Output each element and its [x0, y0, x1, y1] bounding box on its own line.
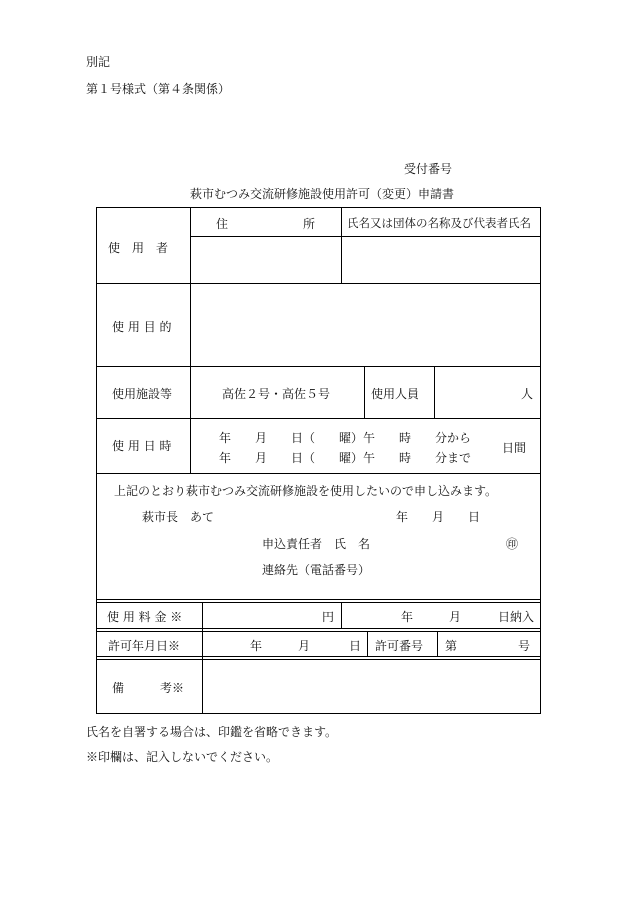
contact-input[interactable] — [370, 556, 530, 578]
fee-double-line-bottom — [96, 631, 541, 632]
permit-date-label: 許可年月日※ — [108, 639, 181, 653]
permit-no-prefix: 第 — [445, 639, 458, 653]
permit-day: 日 — [349, 639, 362, 653]
divider-fee-amount — [341, 602, 342, 628]
permit-no-suffix: 号 — [518, 639, 531, 653]
permit-year: 年 — [250, 639, 263, 653]
address-input[interactable] — [191, 237, 340, 282]
datetime-from: 年 月 日（ 曜）午 時 分から — [219, 431, 472, 445]
fee-label: 使 用 料 金 ※ — [107, 610, 183, 624]
datetime-to: 年 月 日（ 曜）午 時 分まで — [219, 451, 472, 465]
double-line-top — [96, 599, 541, 600]
purpose-input[interactable] — [191, 284, 539, 365]
receipt-number-label: 受付番号 — [404, 162, 453, 176]
divider-office-label — [202, 602, 203, 713]
divider-permit-no — [437, 631, 438, 656]
fee-day-paid: 日納入 — [498, 610, 535, 624]
fee-double-line-top — [96, 628, 541, 629]
divider-facility-row — [96, 418, 541, 419]
days-unit: 日間 — [502, 441, 527, 455]
fee-month: 月 — [449, 610, 462, 624]
facility-value: 高佐２号・高佐５号 — [222, 387, 331, 401]
purpose-label: 使 用 目 的 — [112, 320, 172, 334]
permit-double-line-top — [96, 656, 541, 657]
divider-datetime-label — [190, 418, 191, 473]
table-border-top — [96, 207, 541, 208]
people-input[interactable] — [435, 367, 515, 417]
name-header: 氏名又は団体の名称及び代表者氏名 — [347, 216, 531, 230]
divider-datetime-row — [96, 473, 541, 474]
application-date: 年 月 日 — [396, 510, 481, 524]
remarks-label: 備 考※ — [112, 681, 185, 695]
form-number: 第１号様式（第４条関係） — [86, 82, 231, 96]
address-header-1: 住 — [216, 217, 229, 231]
divider-facility-label — [190, 366, 191, 418]
divider-facility-value — [364, 366, 365, 418]
datetime-label: 使 用 日 時 — [112, 439, 172, 453]
note-office-use: ※印欄は、記入しないでください。 — [86, 750, 279, 764]
people-unit: 人 — [521, 387, 534, 401]
fee-yen: 円 — [322, 610, 335, 624]
fee-year: 年 — [401, 610, 414, 624]
betsuki-label: 別記 — [86, 55, 111, 69]
permit-no-label: 許可番号 — [375, 639, 424, 653]
seal-mark: ㊞ — [506, 537, 519, 551]
divider-permit-date — [367, 631, 368, 656]
responsible-name-input[interactable] — [370, 530, 500, 552]
permit-double-line-bottom — [96, 659, 541, 660]
addressee: 萩市長 あて — [142, 510, 215, 524]
people-label: 使用人員 — [371, 387, 420, 401]
responsible-name-label: 申込責任者 氏 名 — [262, 537, 371, 551]
name-input[interactable] — [342, 237, 539, 282]
permit-month: 月 — [298, 639, 311, 653]
table-border-bottom — [96, 713, 541, 714]
address-header-2: 所 — [303, 217, 316, 231]
contact-label: 連絡先（電話番号） — [262, 563, 371, 577]
note-signature: 氏名を自署する場合は、印鑑を省略できます。 — [86, 725, 338, 739]
user-label: 使 用 者 — [108, 241, 169, 255]
form-title: 萩市むつみ交流研修施設使用許可（変更）申請書 — [190, 187, 455, 201]
facility-label: 使用施設等 — [112, 387, 173, 401]
application-statement: 上記のとおり萩市むつみ交流研修施設を使用したいので申し込みます。 — [114, 484, 498, 498]
double-line-bottom — [96, 602, 541, 603]
